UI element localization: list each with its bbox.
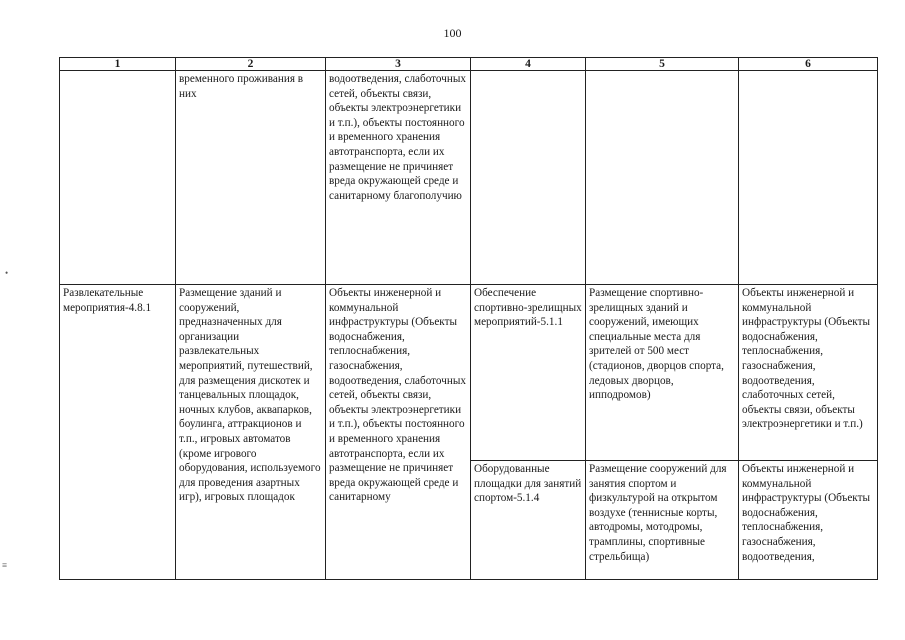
cell-conditional-use-a: Обеспечение спортивно-зрелищных мероприятий-5.1.1 — [471, 285, 586, 461]
table-row-entertainment — [60, 285, 878, 461]
cell-cont-4 — [471, 71, 586, 285]
cell-use-name: Развлекательные мероприятия-4.8.1 — [60, 285, 176, 580]
cell-conditional-use-b: Оборудованные площадки для занятий спортом-5.1.4 — [471, 461, 586, 580]
cell-conditional-description-b: Размещение сооружений для занятия спортом и физкультурой на открытом воздухе (теннисные корты, автодромы, мотодромы, трамплины, спортивные стрельбища) — [586, 461, 739, 580]
cell-cont-1 — [60, 71, 176, 285]
scan-mark: ≡ — [2, 560, 8, 570]
cell-conditional-auxiliary-b: Объекты инженерной и коммунальной инфраструктуры (Объекты водоснабжения, теплоснабжения, газоснабжения, водоотведения, — [739, 461, 878, 580]
cell-auxiliary-uses: Объекты инженерной и коммунальной инфраструктуры (Объекты водоснабжения, теплоснабжения, газоснабжения, водоотведения, слаботочных сетей, объекты связи, объекты электроэнергетики и т.п.), объекты постоянного и временного хранения автотранспорта, если их размещение не причиняет вреда окружающей среде и санитарному — [326, 285, 471, 580]
header-cell-6: 6 — [739, 58, 878, 71]
land-use-table — [59, 57, 878, 580]
cell-use-description: Размещение зданий и сооружений, предназначенных для организации развлекательных мероприятий, путешествий, для размещения дискотек и танцевальных площадок, ночных клубов, аквапарков, боулинга, аттракционов и т.п., игровых автоматов (кроме игрового оборудования, используемого для проведения азартных игр), игровых площадок — [176, 285, 326, 580]
header-cell-1: 1 — [60, 58, 176, 71]
cell-cont-3: водоотведения, слаботочных сетей, объекты связи, объекты электроэнергетики и т.п.), объекты постоянного и временного хранения автотранспорта, если их размещение не причиняет вреда окружающей среде и санитарному благополучию — [326, 71, 471, 285]
header-cell-5: 5 — [586, 58, 739, 71]
cell-cont-6 — [739, 71, 878, 285]
cell-cont-5 — [586, 71, 739, 285]
cell-conditional-description-a: Размещение спортивно-зрелищных зданий и сооружений, имеющих специальные места для зрителей от 500 мест (стадионов, дворцов спорта, ледовых дворцов, ипподромов) — [586, 285, 739, 461]
header-cell-2: 2 — [176, 58, 326, 71]
page-number: 100 — [443, 26, 462, 40]
scan-mark: • — [5, 268, 9, 278]
header-row — [60, 58, 878, 71]
header-cell-4: 4 — [471, 58, 586, 71]
cell-conditional-auxiliary-a: Объекты инженерной и коммунальной инфраструктуры (Объекты водоснабжения, теплоснабжения, газоснабжения, водоотведения, слаботочных сетей, объекты связи, объекты электроэнергетики и т.п.) — [739, 285, 878, 461]
continuation-row — [60, 71, 878, 285]
cell-cont-2: временного проживания в них — [176, 71, 326, 285]
header-cell-3: 3 — [326, 58, 471, 71]
